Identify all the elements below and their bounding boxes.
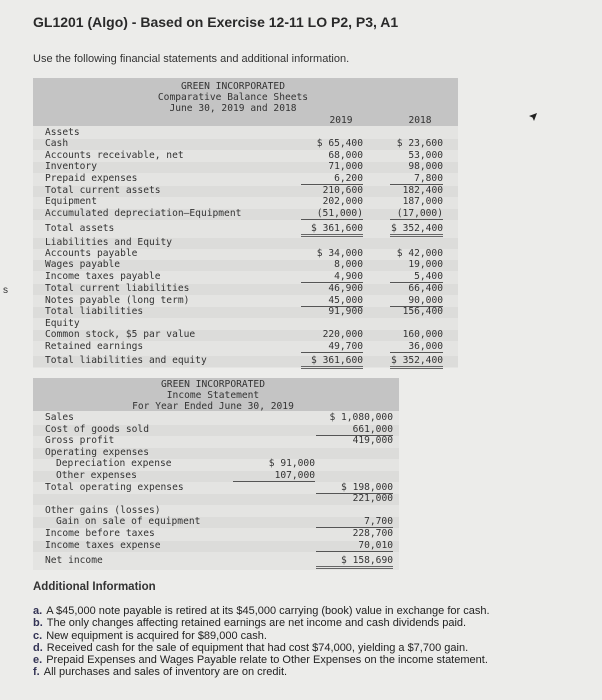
row-label: Income before taxes: [45, 528, 155, 539]
value-2019: 220,000: [322, 329, 363, 340]
table-row: [33, 458, 399, 470]
additional-info-item: [33, 617, 490, 629]
bs-statement: Comparative Balance Sheets: [157, 92, 309, 103]
table-row: [33, 138, 458, 150]
table-row: [33, 306, 458, 318]
value-2018: 5,400: [390, 271, 443, 283]
row-label: Other expenses: [56, 470, 137, 481]
value-2018: 36,000: [390, 341, 443, 353]
bs-date: June 30, 2019 and 2018: [169, 103, 297, 114]
row-label: Wages payable: [45, 259, 121, 270]
row-label: Depreciation expense: [56, 458, 172, 469]
value-2018: $ 352,400: [390, 223, 443, 237]
item-text: Received cash for the sale of equipment that had cost $74,000, yielding a $7,700 gain.: [46, 641, 469, 654]
bs-col-2018: 2018: [408, 115, 432, 126]
additional-info-item: [33, 630, 490, 642]
value-2019: $ 361,600: [301, 223, 363, 237]
bs-company: GREEN INCORPORATED: [181, 81, 285, 92]
value-2018: $ 42,000: [396, 248, 443, 259]
value-2018: (17,000): [390, 208, 443, 220]
row-label: Common stock, $5 par value: [45, 329, 196, 340]
table-row: [33, 435, 399, 447]
row-label: Cash: [45, 138, 69, 149]
row-label: Total assets: [45, 223, 115, 234]
value-2018: 187,000: [402, 196, 443, 207]
item-letter: a.: [33, 605, 43, 617]
table-row: [33, 493, 399, 505]
row-label: Income taxes expense: [45, 540, 161, 551]
is-date: For Year Ended June 30, 2019: [132, 401, 294, 412]
table-row: [33, 173, 458, 185]
item-text: A $45,000 note payable is retired at its $45,000 carrying (book) value in exchange for cash.: [46, 605, 490, 617]
value-2018: 66,400: [408, 283, 443, 294]
row-label: Equipment: [45, 196, 97, 207]
value-2019: 49,700: [301, 341, 363, 353]
value-2018: 156,400: [402, 306, 443, 317]
value-total: $ 158,690: [316, 555, 393, 569]
value-2018: 19,000: [408, 259, 443, 270]
table-row: [33, 341, 458, 353]
row-label: Accumulated depreciation—Equipment: [45, 208, 242, 219]
balance-sheet: [33, 78, 458, 368]
row-label: Gross profit: [45, 435, 115, 446]
value-2019: 202,000: [322, 196, 363, 207]
value-2019: 4,900: [301, 271, 363, 283]
item-letter: e.: [33, 654, 43, 667]
item-letter: c.: [33, 629, 43, 642]
additional-info-item: [33, 654, 490, 666]
value-2019: 6,200: [301, 173, 363, 185]
is-statement: Income Statement: [166, 390, 260, 401]
additional-info-item: [33, 605, 490, 617]
value-2018: 53,000: [408, 150, 443, 161]
item-letter: d.: [33, 641, 43, 654]
page-title: GL1201 (Algo) - Based on Exercise 12-11 LO P2, P3, A1: [33, 14, 399, 30]
value-total: 221,000: [352, 493, 393, 504]
value-2019: 46,900: [328, 283, 363, 294]
value-2019: $ 361,600: [301, 355, 363, 369]
row-label: Accounts receivable, net: [45, 150, 184, 161]
row-label: Equity: [45, 318, 80, 329]
value-2019: 68,000: [328, 150, 363, 161]
value-2018: 182,400: [402, 185, 443, 196]
mouse-cursor-icon: [528, 112, 538, 122]
value-2019: 8,000: [334, 259, 363, 270]
row-label: Assets: [45, 127, 80, 138]
value-2018: 90,000: [390, 295, 443, 307]
table-row: [33, 271, 458, 283]
table-row: [33, 259, 458, 271]
intro-text: Use the following financial statements and additional information.: [33, 53, 350, 65]
row-label: Other gains (losses): [45, 505, 161, 516]
value-total: 661,000: [316, 424, 393, 436]
value-2019: $ 65,400: [316, 138, 363, 149]
value-2019: 45,000: [301, 295, 363, 307]
value-total: 419,000: [352, 435, 393, 446]
value-total: 228,700: [352, 528, 393, 539]
table-row: [33, 161, 458, 173]
row-label: Accounts payable: [45, 248, 138, 259]
row-label: Prepaid expenses: [45, 173, 138, 184]
bs-col-2019: 2019: [329, 115, 353, 126]
row-label: Gain on sale of equipment: [56, 516, 201, 527]
value-2019: $ 34,000: [316, 248, 363, 259]
additional-info-item: [33, 666, 490, 678]
row-label: Total current assets: [45, 185, 161, 196]
row-label: Cost of goods sold: [45, 424, 149, 435]
value-2018: $ 352,400: [390, 355, 443, 369]
table-row: [33, 528, 399, 540]
additional-info-item: [33, 642, 490, 654]
value-total: $ 198,000: [316, 482, 393, 494]
row-label: Inventory: [45, 161, 97, 172]
table-row: [33, 516, 399, 528]
is-company: GREEN INCORPORATED: [161, 379, 265, 390]
row-label: Retained earnings: [45, 341, 144, 352]
row-label: Income taxes payable: [45, 271, 161, 282]
table-row: [33, 355, 458, 367]
table-row: [33, 540, 399, 552]
table-row: [33, 555, 399, 567]
value-2019: (51,000): [301, 208, 363, 220]
value-total: 70,010: [316, 540, 393, 552]
value-total: 7,700: [316, 516, 393, 528]
value-2019: 71,000: [328, 161, 363, 172]
additional-info-list: [33, 605, 490, 679]
table-row: [33, 196, 458, 208]
row-label: Operating expenses: [45, 447, 149, 458]
table-row: [33, 329, 458, 341]
additional-info-heading: Additional Information: [33, 581, 156, 593]
value-total: $ 1,080,000: [329, 412, 393, 423]
row-label: Liabilities and Equity: [45, 237, 173, 248]
value-2019: 91,900: [328, 306, 363, 317]
row-label: Total current liabilities: [45, 283, 190, 294]
value-2018: $ 23,600: [396, 138, 443, 149]
margin-mark: s: [3, 285, 8, 296]
item-text: The only changes affecting retained earnings are net income and cash dividends paid.: [46, 617, 467, 630]
value-2019: 210,600: [322, 185, 363, 196]
table-row: [33, 412, 399, 424]
table-row: [33, 223, 458, 235]
row-label: Net income: [45, 555, 103, 566]
value-2018: 160,000: [402, 329, 443, 340]
table-row: [33, 283, 458, 295]
item-letter: b.: [33, 617, 43, 630]
row-label: Notes payable (long term): [45, 295, 190, 306]
item-text: All purchases and sales of inventory are on credit.: [43, 666, 288, 679]
value-subtotal: 107,000: [233, 470, 315, 482]
item-letter: f.: [33, 666, 40, 679]
row-label: Total liabilities and equity: [45, 355, 207, 366]
row-label: Total liabilities: [45, 306, 144, 317]
item-text: New equipment is acquired for $89,000 cash.: [46, 629, 267, 642]
row-label: Sales: [45, 412, 74, 423]
table-row: [33, 470, 399, 482]
table-row: [33, 208, 458, 220]
item-text: Prepaid Expenses and Wages Payable relate to Other Expenses on the income statement.: [46, 654, 488, 667]
value-2018: 98,000: [408, 161, 443, 172]
row-label: Total operating expenses: [45, 482, 184, 493]
value-2018: 7,800: [390, 173, 443, 185]
value-subtotal: $ 91,000: [268, 458, 315, 469]
income-statement: [33, 378, 399, 570]
